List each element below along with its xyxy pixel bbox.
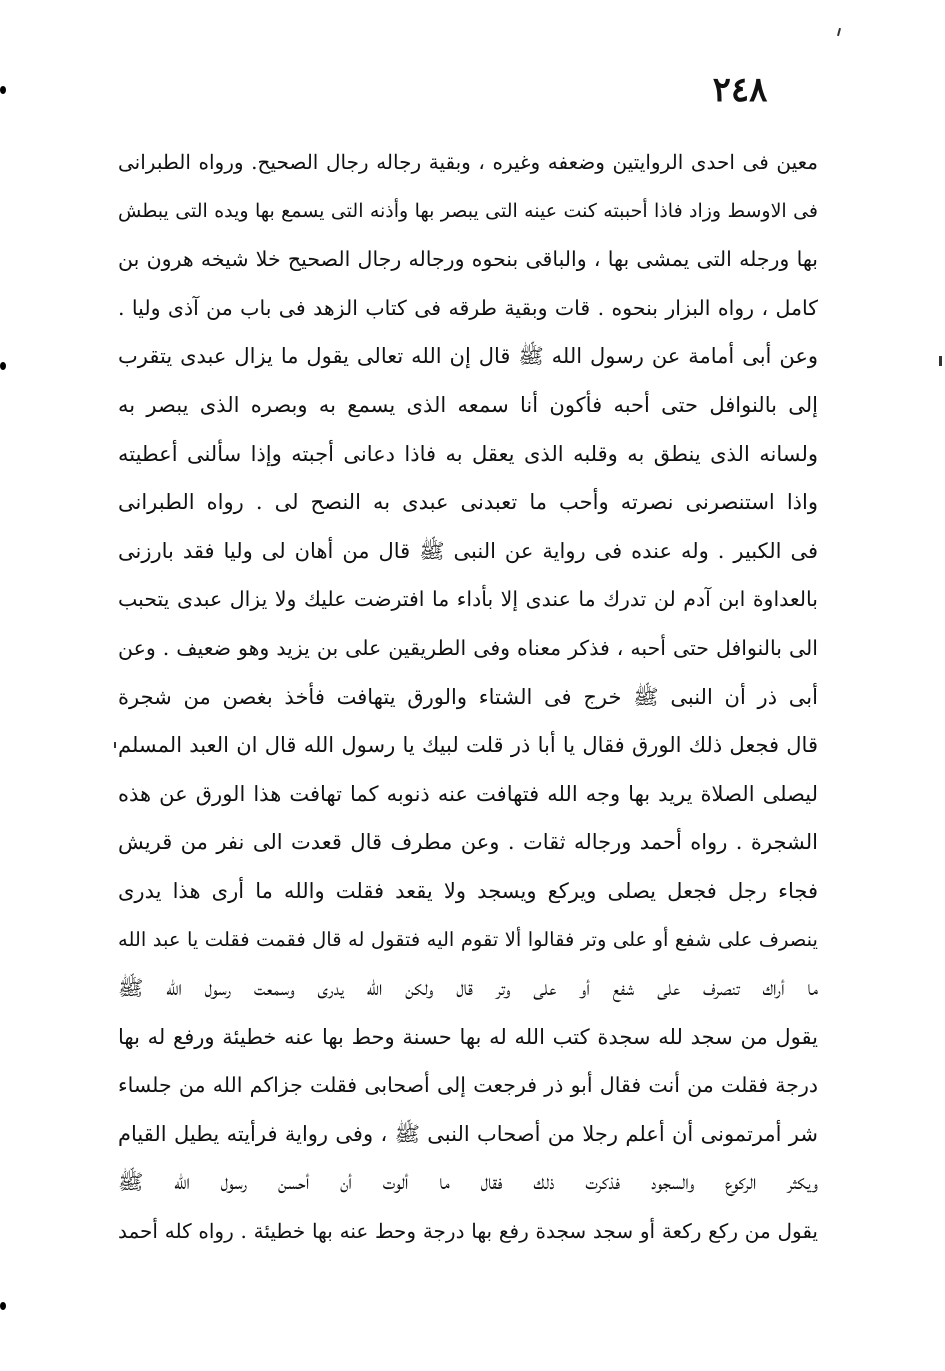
scan-margin-dot	[0, 362, 6, 370]
text-line: الشجرة . رواه أحمد ورجاله ثقات . وعن مطرف قال قعدت الى نفر من قريش	[118, 830, 818, 855]
text-line: ينصرف على شفع أو على وتر فقالوا ألا تقوم اليه فتقول له قال فقمت فقلت يا عبد الله	[118, 927, 818, 951]
text-line: فى الاوسط وزاد فاذا أحببته كنت عينه التى يبصر بها وأذنه التى يسمع بها ويده التى يبطش	[118, 199, 818, 222]
scan-speck	[939, 356, 942, 366]
text-line: إلى بالنوافل حتى أحبه فأكون أنا سمعه الذى يسمع به وبصره الذى يبصر به	[118, 392, 818, 417]
scan-margin-dot	[0, 1302, 6, 1310]
text-line: بها ورجله التى يمشى بها ، والباقى بنحوه ورجاله رجال الصحيح خلا شيخه هرون بن	[118, 247, 818, 272]
text-line: الى بالنوافل حتى أحبه ، فذكر معناه وفى الطريقين على بن يزيد وهو ضعيف . وعن	[118, 635, 818, 660]
text-line: ولسانه الذى ينطق به وقلبه الذى يعقل به فاذا دعانى أجبته وإذا سألنى أعطيته	[118, 441, 818, 466]
text-line: ويكثر الركوع والسجود فذكرت ذلك فقال ما ألوت أن أحسن رسول الله ﷺ	[118, 1170, 818, 1195]
text-line: كامل ، رواه البزار بنحوه . قات وبقية طرقه فى كتاب الزهد فى باب من آذى وليا .	[118, 295, 818, 320]
text-line: يقول من ركع ركعة أو سجد سجدة رفع بها درجة وحط عنه بها خطيئة . رواه كله أحمد	[118, 1219, 818, 1244]
text-line: وعن أبى أمامة عن رسول الله ﷺ قال إن الله تعالى يقول ما يزال عبدى يتقرب	[118, 344, 818, 369]
text-line: بالعداوة ابن آدم لن تدرك ما عندى إلا بأداء ما افترضت عليك ولا يزال عبدى يتحبب	[118, 587, 818, 612]
text-line: أبى ذر أن النبى ﷺ خرج فى الشتاء والورق يتهافت فأخذ بغصن من شجرة	[118, 684, 818, 709]
text-line: ما أراك تنصرف على شفع أو على وتر قال ولكن الله يدرى وسمعت رسول الله ﷺ	[118, 976, 818, 1001]
scan-speck	[837, 28, 841, 36]
text-line: قال فجعل ذلك الورق فقال يا أبا ذر قلت لبيك يا رسول الله قال ان العبد المسلم	[118, 733, 818, 758]
text-line: فجاء رجل فجعل يصلى ويركع ويسجد ولا يقعد فقلت والله ما أرى هذا يدرى	[118, 878, 818, 903]
text-line: شر أمرتمونى أن أعلم رجلا من أصحاب النبى ﷺ ، وفى رواية فرأيته يطيل القيام	[118, 1121, 818, 1146]
text-line: ليصلى الصلاة يريد بها وجه الله فتهافت عنه ذنوبه كما تهافت هذا الورق عن هذه	[118, 781, 818, 806]
text-line: معين فى احدى الروايتين وضعفه وغيره ، وبقية رجاله رجال الصحيح. ورواه الطبرانى	[118, 150, 818, 174]
page-number: ٢٤٨	[712, 70, 768, 110]
body-text	[118, 138, 818, 1256]
text-line: يقول من سجد لله سجدة كتب الله له بها حسنة وحط بها عنه خطيئة ورفع له بها	[118, 1024, 818, 1049]
scan-margin-dot	[0, 86, 6, 94]
text-line: فى الكبير . وله عنده فى رواية عن النبى ﷺ قال من أهان لى وليا فقد بارزنى	[118, 538, 818, 563]
scan-speck	[114, 742, 116, 748]
text-line: واذا استنصرنى نصرته وأحب ما تعبدنى عبدى به النصح لى . رواه الطبرانى	[118, 490, 818, 515]
text-line: درجة فقلت من أنت فقال أبو ذر فرجعت إلى أصحابى فقلت جزاكم الله من جلساء	[118, 1073, 818, 1098]
